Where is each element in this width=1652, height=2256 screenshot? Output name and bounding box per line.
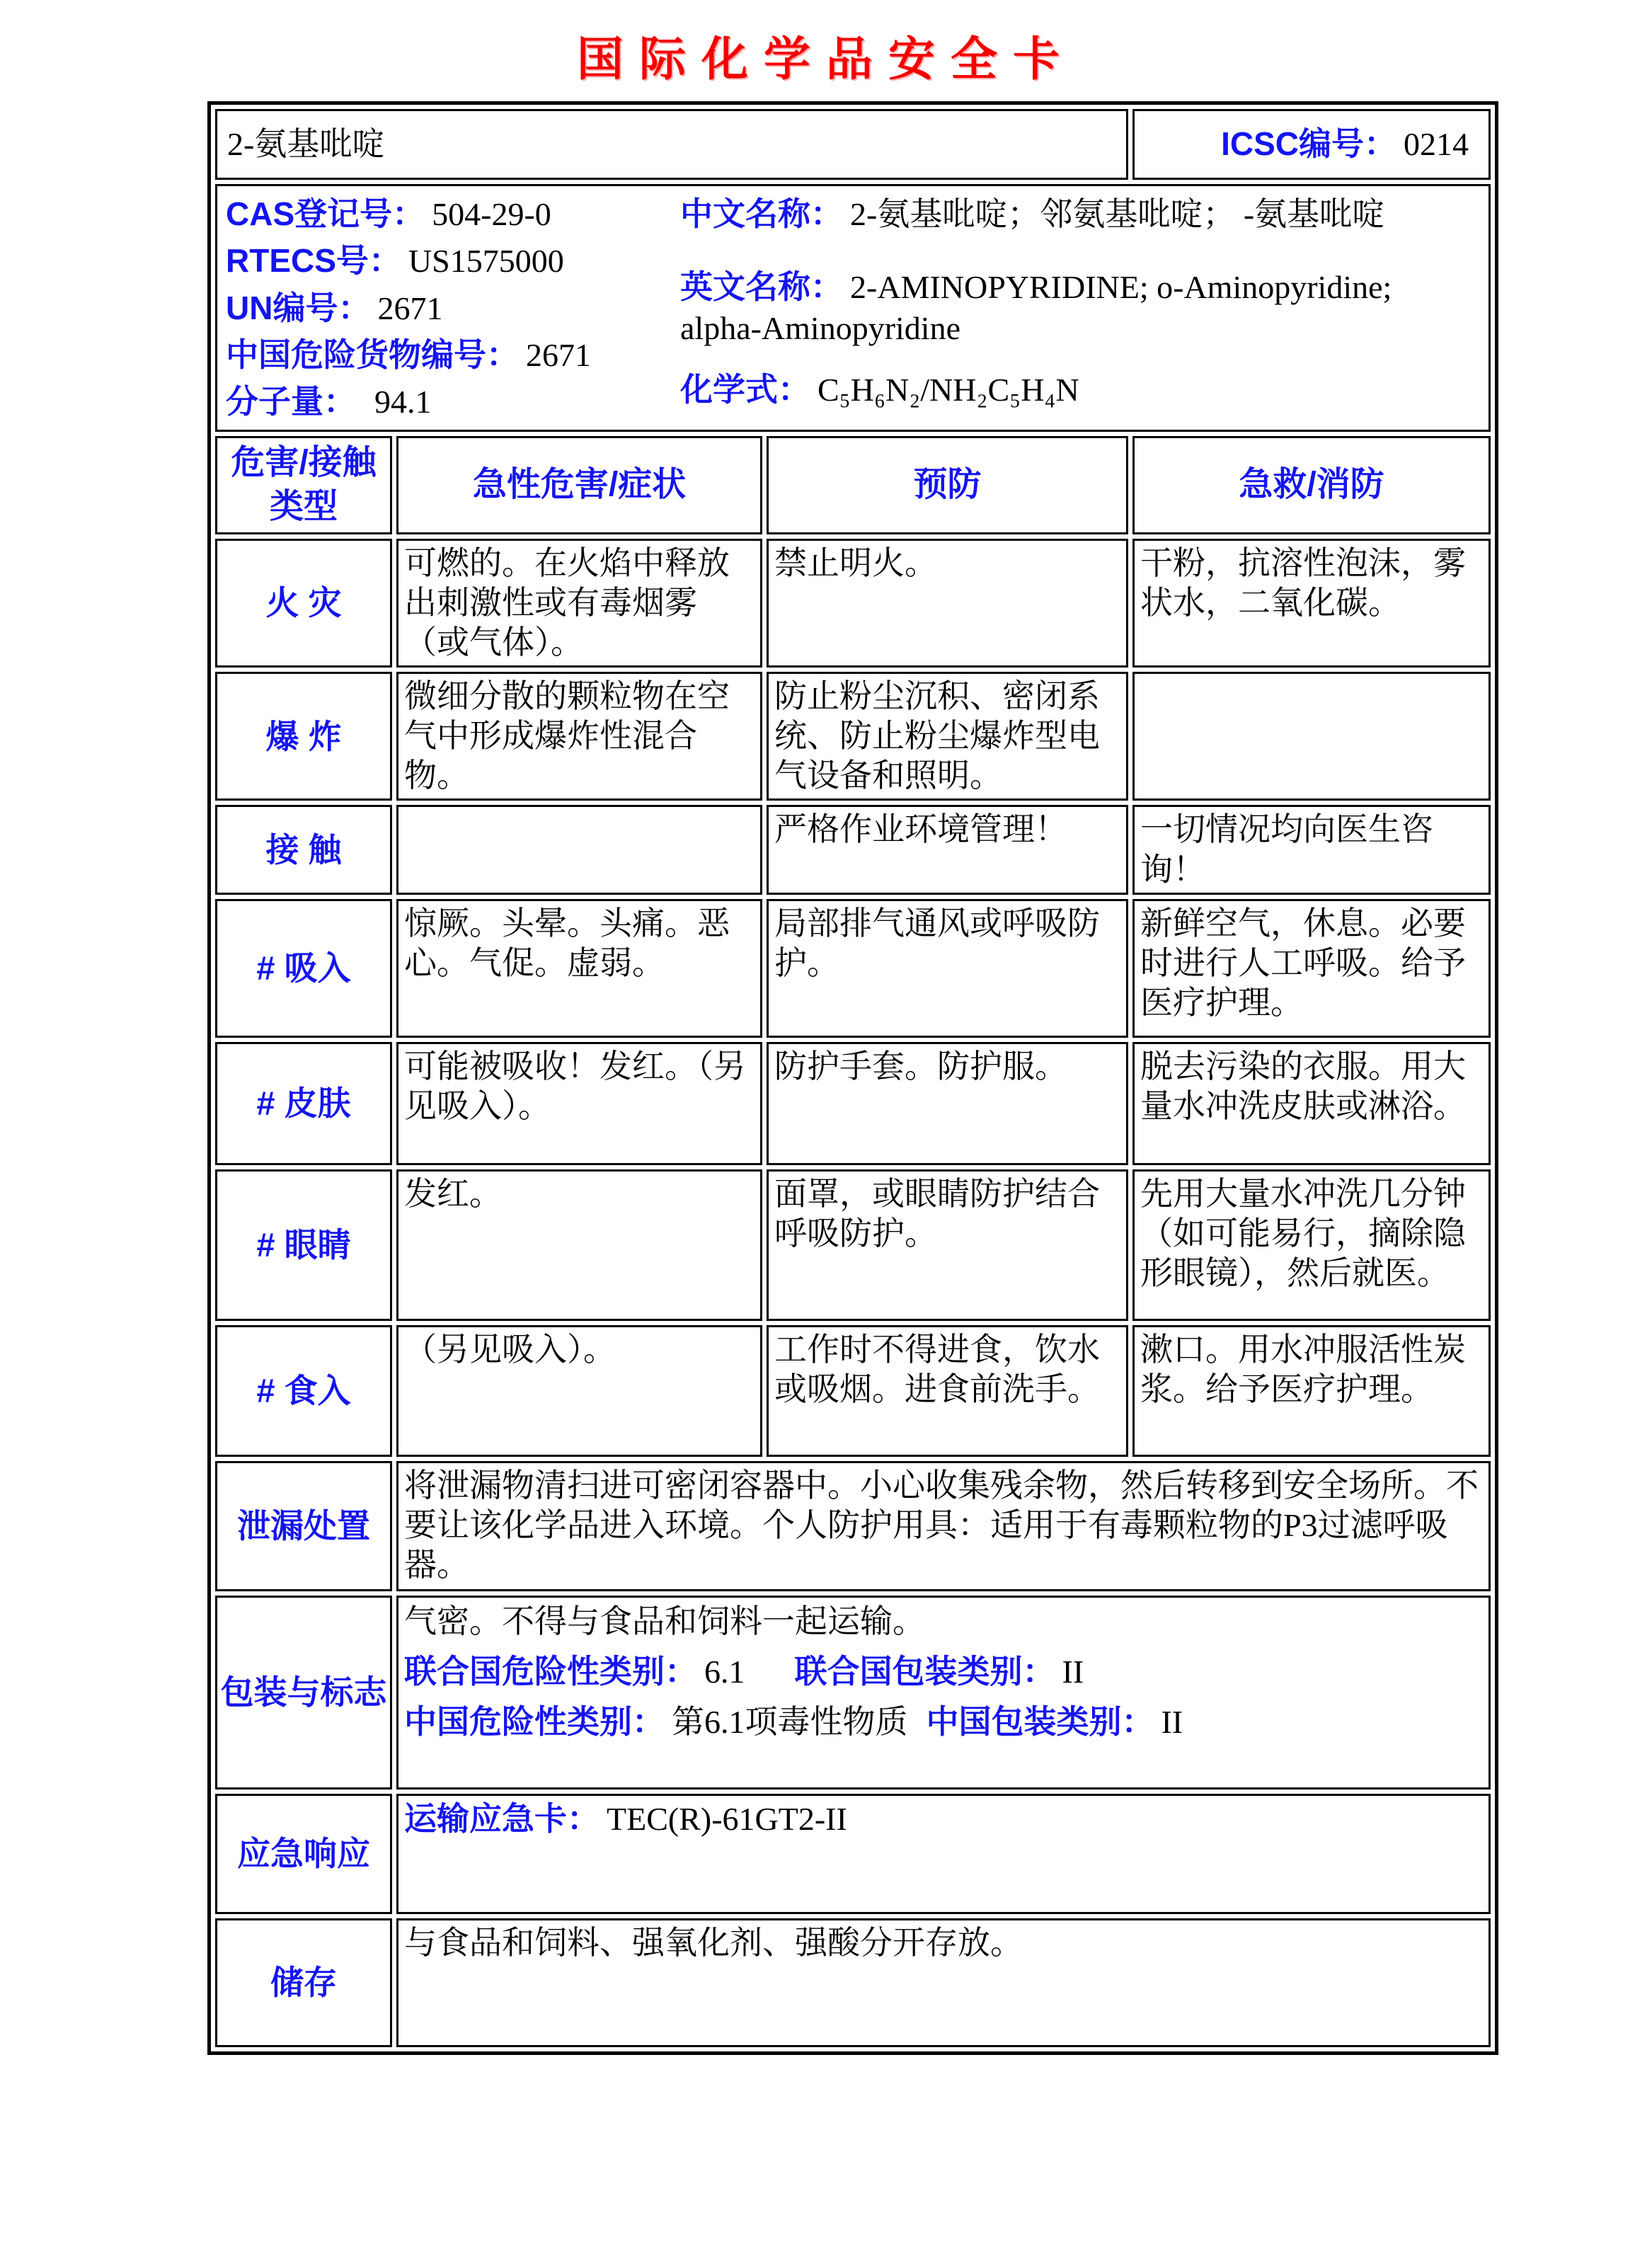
page-title: 国际化学品安全卡 [577,31,1075,86]
row-label-fire: 火 灾 [215,539,392,668]
china-dg-number [226,334,672,376]
explosion-prevention: 防止粉尘沉积、密闭系统、防止粉尘爆炸型电气设备和照明。 [767,672,1128,801]
chinese-name-value: 2-氨基吡啶；邻氨基吡啶； -氨基吡啶 [850,196,1385,232]
eyes-prevention: 面罩，或眼睛防护结合呼吸防护。 [767,1169,1128,1321]
cn-hazard-class-label: 中国危险性类别： [404,1702,665,1740]
un-classification-line [404,1650,1483,1693]
row-label-inhalation: # 吸入 [215,899,392,1038]
eyes-symptoms: 发红。 [396,1169,762,1321]
rtecs-label: RTECS号： [226,242,401,280]
inhalation-symptoms: 惊厥。头晕。头痛。恶心。气促。虚弱。 [396,899,762,1038]
cas-label: CAS登记号： [226,195,425,232]
molecular-weight [226,381,672,423]
explosion-aid [1132,672,1491,801]
hazard-row-inhalation [215,899,1491,1038]
row-label-storage: 储存 [215,1918,392,2047]
spillage-row [215,1461,1491,1591]
cn-classification-line [404,1700,1483,1743]
icsc-number-value: 0214 [1404,126,1469,163]
cas-number [226,193,672,235]
chinese-name-label: 中文名称： [680,195,843,232]
china-dg-label: 中国危险货物编号： [226,336,519,373]
skin-symptoms: 可能被吸收！发红。（另见吸入）。 [396,1042,762,1165]
un-label: UN编号： [226,289,371,326]
hazard-row-eyes [215,1169,1491,1321]
icsc-number-cell [1132,109,1491,180]
inhalation-prevention: 局部排气通风或呼吸防护。 [767,899,1128,1038]
identifiers-row [215,184,1491,432]
row-label-spillage: 泄漏处置 [215,1461,392,1591]
chinese-name [680,193,1480,235]
cas-value: 504-29-0 [432,196,551,232]
icsc-card-table [207,101,1498,2055]
eyes-aid: 先用大量水冲洗几分钟（如可能易行，摘除隐形眼镜），然后就医。 [1132,1169,1491,1321]
header-first-aid: 急救/消防 [1132,436,1491,534]
un-number [226,287,672,329]
un-hazard-class-value: 6.1 [704,1653,745,1690]
english-name-value: 2-AMINOPYRIDINE; o-Aminopyridine; alpha-Aminopyridine [680,269,1392,346]
ingestion-prevention: 工作时不得进食，饮水或吸烟。进食前洗手。 [767,1325,1128,1457]
exposure-prevention: 严格作业环境管理！ [767,805,1128,894]
hazard-row-fire [215,539,1491,668]
row-label-exposure: 接 触 [215,805,392,894]
packaging-transport-note: 气密。不得与食品和饲料一起运输。 [404,1603,925,1639]
row-label-emergency: 应急响应 [215,1794,392,1914]
packaging-cell [396,1596,1491,1790]
row-label-skin: # 皮肤 [215,1042,392,1165]
english-name [680,266,1480,349]
ingestion-symptoms: （另见吸入）。 [396,1325,762,1457]
fire-symptoms: 可燃的。在火焰中释放出刺激性或有毒烟雾（或气体）。 [396,539,762,668]
packaging-row [215,1596,1491,1790]
storage-text: 与食品和饲料、强氧化剂、强酸分开存放。 [396,1918,1491,2047]
icsc-number-label: ICSC编号： [1221,125,1397,163]
hazard-row-exposure [215,805,1491,894]
spillage-text: 将泄漏物清扫进可密闭容器中。小心收集残余物，然后转移到安全场所。不要让该化学品进入环境。个人防护用具：适用于有毒颗粒物的P3过滤呼吸器。 [396,1461,1491,1591]
rtecs-number [226,240,672,282]
transport-emergency-card-value: TEC(R)-61GT2-II [607,1800,847,1837]
header-hazard-type: 危害/接触 类型 [215,436,392,534]
ingestion-aid: 漱口。用水冲服活性炭浆。给予医疗护理。 [1132,1325,1491,1457]
un-pack-group-label: 联合国包装类别： [794,1652,1055,1690]
row-label-eyes: # 眼睛 [215,1169,392,1321]
registry-numbers [226,193,672,423]
molecular-weight-value: 94.1 [374,384,432,420]
header-prevention: 预防 [767,436,1128,534]
row-label-packaging: 包装与标志 [215,1596,392,1790]
emergency-cell [396,1794,1491,1914]
hazard-row-ingestion [215,1325,1491,1457]
cn-pack-group-label: 中国包装类别： [926,1702,1154,1740]
un-hazard-class-label: 联合国危险性类别： [404,1652,697,1690]
un-pack-group-value: II [1062,1653,1084,1690]
english-name-label: 英文名称： [680,268,843,305]
china-dg-value: 2671 [526,336,591,373]
chemical-formula [680,369,1480,411]
cn-hazard-class-value: 第6.1项毒性物质 [672,1703,908,1740]
inhalation-aid: 新鲜空气，休息。必要时进行人工呼吸。给予医疗护理。 [1132,899,1491,1038]
hazard-header-row [215,436,1491,534]
molecular-weight-label: 分子量： [226,383,356,420]
fire-aid: 干粉，抗溶性泡沫，雾状水，二氧化碳。 [1132,539,1491,668]
chemical-names [672,193,1480,423]
storage-row [215,1918,1491,2047]
row-label-explosion: 爆 炸 [215,672,392,801]
row-label-ingestion: # 食入 [215,1325,392,1457]
hazard-row-skin [215,1042,1491,1165]
identifiers-wrap [226,193,1480,423]
skin-aid: 脱去污染的衣服。用大量水冲洗皮肤或淋浴。 [1132,1042,1491,1165]
skin-prevention: 防护手套。防护服。 [767,1042,1128,1165]
exposure-symptoms [396,805,762,894]
transport-emergency-card-label: 运输应急卡： [404,1799,600,1837]
hazard-row-explosion [215,672,1491,801]
exposure-aid: 一切情况均向医生咨询！ [1132,805,1491,894]
un-value: 2671 [377,290,443,326]
explosion-symptoms: 微细分散的颗粒物在空气中形成爆炸性混合物。 [396,672,762,801]
rtecs-value: US1575000 [408,243,564,280]
formula-value: C₅H₆N₂/NH₂C₅H₄N [818,372,1079,408]
formula-label: 化学式： [680,371,810,408]
emergency-row [215,1794,1491,1914]
name-row [215,109,1491,180]
cn-pack-group-value: II [1161,1703,1183,1740]
fire-prevention: 禁止明火。 [767,539,1128,668]
chemical-name: 2-氨基吡啶 [215,109,1128,180]
header-acute-symptoms: 急性危害/症状 [396,436,762,534]
